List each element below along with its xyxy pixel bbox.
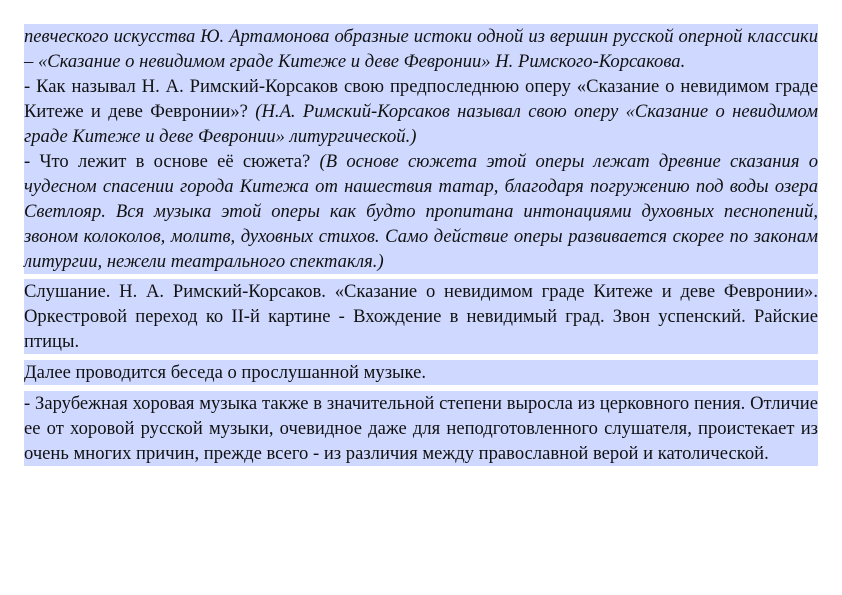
discussion-paragraph: Далее проводится беседа о прослушанной музыке.	[24, 360, 818, 385]
question-opera-name	[24, 74, 818, 149]
intro-paragraph: певческого искусства Ю. Артамонова образные истоки одной из вершин русской оперной классики – «Сказание о невидимом граде Китеже и деве Февронии» Н. Римского-Корсакова.	[24, 26, 818, 72]
foreign-choral-paragraph: - Зарубежная хоровая музыка также в значительной степени выросла из церковного пения. Отличие ее от хоровой русской музыки, очевидное даже для неподготовленного слушателя, проистекает из очень многих причин, прежде всего - из различия между православной верой и католической.	[24, 393, 818, 464]
document-page	[24, 24, 818, 466]
question-plot-basis	[24, 149, 818, 274]
answer-plot-basis-text: (В основе сюжета этой оперы лежат древние сказания о чудесном спасении города Китежа от нашествия татар, благодаря погружению под воды озера Светлояр. Вся музыка этой оперы как будто пропитана интонациями духовных песнопений, звоном колоколов, молитв, духовных стихов. Само действие оперы развивается скорее по законам литургии, нежели театрального спектакля.)	[24, 151, 819, 272]
answer-opera-name-text: (Н.А. Римский-Корсаков называл свою оперу «Сказание о невидимом граде Китеже и деве Февронии» литургической.)	[24, 101, 819, 147]
listening-paragraph: Слушание. Н. А. Римский-Корсаков. «Сказание о невидимом граде Китеже и деве Февронии». Оркестровой переход ко II-й картине - Вхождение в невидимый град. Звон успенский. Райские птицы.	[24, 281, 818, 352]
question-opera-name-text: - Как называл Н. А. Римский-Корсаков свою предпоследнюю оперу «Сказание о невидимом граде Китеже и деве Февронии»?	[24, 76, 818, 122]
question-plot-basis-text: - Что лежит в основе её сюжета?	[24, 151, 320, 172]
